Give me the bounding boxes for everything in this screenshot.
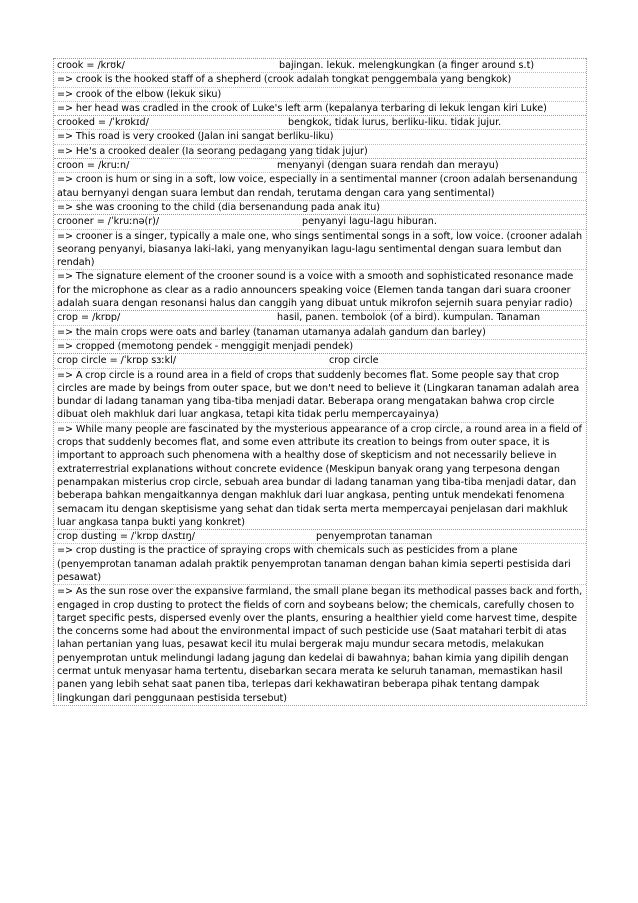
entry-example: => crooner is a singer, typically a male one, who sings sentimental songs in a soft, low voice. (crooner adalah seorang penyanyi, biasanya laki-laki, yang menyanyikan lagu-lagu sentimental dengan suara lembut dan rendah) [54, 229, 586, 270]
entry-example: => As the sun rose over the expansive farmland, the small plane began its methodical passes back and forth, engaged in crop dusting to protect the fields of corn and soybeans below; the chemicals, carefully chosen to target specific pests, dispersed evenly over the plants, ensuring a healthier yield come harvest time, despite the concerns some had about the environmental impact of such pesticide use (Saat matahari terbit di atas lahan pertanian yang luas, pesawat kecil itu mulai bergerak maju mundur secara metodis, melakukan penyemprotan untuk melindungi ladang jagung dan kedelai di bawahnya; bahan kimia yang dipilih dengan cermat untuk menyasar hama tertentu, disebarkan secara merata ke seluruh tanaman, memastikan hasil panen yang lebih sehat saat panen tiba, terlepas dari kekhawatiran beberapa pihak tentang dampak lingkungan dari penggunaan pestisida tersebut) [54, 584, 586, 705]
entry-croon [54, 158, 586, 214]
entry-meaning: crop circle [329, 355, 379, 367]
entry-head [54, 59, 586, 72]
entry-example: => the main crops were oats and barley (tanaman utamanya adalah gandum dan barley) [54, 325, 586, 339]
entry-example: => crop dusting is the practice of spraying crops with chemicals such as pesticides from a plane (penyemprotan tanaman adalah praktik penyemprotan tanaman dengan bahan kimia seperti pestisida dari pesawat) [54, 543, 586, 584]
entry-example: => cropped (memotong pendek - menggigit menjadi pendek) [54, 339, 586, 353]
entry-word: crop circle = /ˈkrɒp sɜːkl/ [57, 355, 177, 367]
entry-head [54, 530, 586, 543]
entry-example: => she was crooning to the child (dia bersenandung pada anak itu) [54, 200, 586, 214]
entry-head [54, 116, 586, 129]
entry-crop-circle [54, 353, 586, 529]
entry-example: => While many people are fascinated by the mysterious appearance of a crop circle, a round area in a field of crops that suddenly becomes flat, and some even attribute its creation to beings from outer space, it is important to approach such phenomena with a healthy dose of skepticism and not necessarily believe in extraterrestrial explanations without concrete evidence (Meskipun banyak orang yang terpesona dengan penampakan misterius crop circle, sebuah area bundar di ladang tanaman yang tiba-tiba menjadi datar, dan beberapa bahkan mengaitkannya dengan makhluk dari luar angkasa, penting untuk mendekati fenomena semacam itu dengan skeptisisme yang sehat dan tidak serta merta mempercayai penjelasan dari makhluk luar angkasa tanpa bukti yang konkret) [54, 422, 586, 529]
entry-crooner [54, 214, 586, 310]
entry-word: crooner = /ˈkruːnə(r)/ [57, 216, 160, 228]
vocabulary-sheet [53, 58, 587, 706]
entry-meaning: hasil, panen. tembolok (of a bird). kumpulan. Tanaman [277, 312, 541, 324]
entry-crooked [54, 115, 586, 158]
entry-example: => A crop circle is a round area in a field of crops that suddenly becomes flat. Some people say that crop circles are made by beings from outer space, but we don't need to believe it (Lingkaran tanaman adalah area bundar di ladang tanaman yang tiba-tiba menjadi datar. Beberapa orang mengatakan bahwa crop circle dibuat oleh makhluk dari luar angkasa, tetapi kita tidak perlu mempercayainya) [54, 368, 586, 422]
entry-head [54, 354, 586, 367]
entry-crop-dusting [54, 529, 586, 705]
entry-word: crook = /krʊk/ [57, 60, 125, 71]
entry-head [54, 215, 586, 228]
entry-meaning: penyemprotan tanaman [316, 531, 433, 543]
entry-word: crop dusting = /ˈkrɒp dʌstɪŋ/ [57, 531, 195, 543]
entry-example: => crook of the elbow (lekuk siku) [54, 87, 586, 101]
entry-word: crooked = /ˈkrʊkɪd/ [57, 117, 149, 129]
entry-word: crop = /krɒp/ [57, 312, 121, 324]
entry-example: => The signature element of the crooner sound is a voice with a smooth and sophisticated resonance made for the microphone as clear as a radio announcers speaking voice (Elemen tanda tangan dari suara crooner adalah suara dengan resonansi halus dan canggih yang dibuat untuk mikrofon sejernih suara penyiar radio) [54, 269, 586, 310]
entry-crop [54, 310, 586, 353]
entry-head [54, 311, 586, 324]
entry-head [54, 159, 586, 172]
entry-example: => her head was cradled in the crook of Luke's left arm (kepalanya terbaring di lekuk lengan kiri Luke) [54, 101, 586, 115]
entry-example: => This road is very crooked (Jalan ini sangat berliku-liku) [54, 129, 586, 143]
entry-meaning: bajingan. lekuk. melengkungkan (a finger around s.t) [279, 60, 535, 71]
entry-example: => croon is hum or sing in a soft, low voice, especially in a sentimental manner (croon adalah bersenandung atau bernyanyi dengan suara lembut dan rendah, terutama dengan cara yang sentimental) [54, 172, 586, 200]
entry-meaning: bengkok, tidak lurus, berliku-liku. tidak jujur. [288, 117, 502, 129]
entry-meaning: penyanyi lagu-lagu hiburan. [302, 216, 437, 228]
entry-example: => crook is the hooked staff of a shepherd (crook adalah tongkat penggembala yang bengkok) [54, 72, 586, 86]
entry-word: croon = /kruːn/ [57, 160, 130, 172]
entry-meaning: menyanyi (dengan suara rendah dan merayu) [277, 160, 499, 172]
entry-crook [54, 58, 586, 115]
entry-example: => He's a crooked dealer (Ia seorang pedagang yang tidak jujur) [54, 144, 586, 158]
